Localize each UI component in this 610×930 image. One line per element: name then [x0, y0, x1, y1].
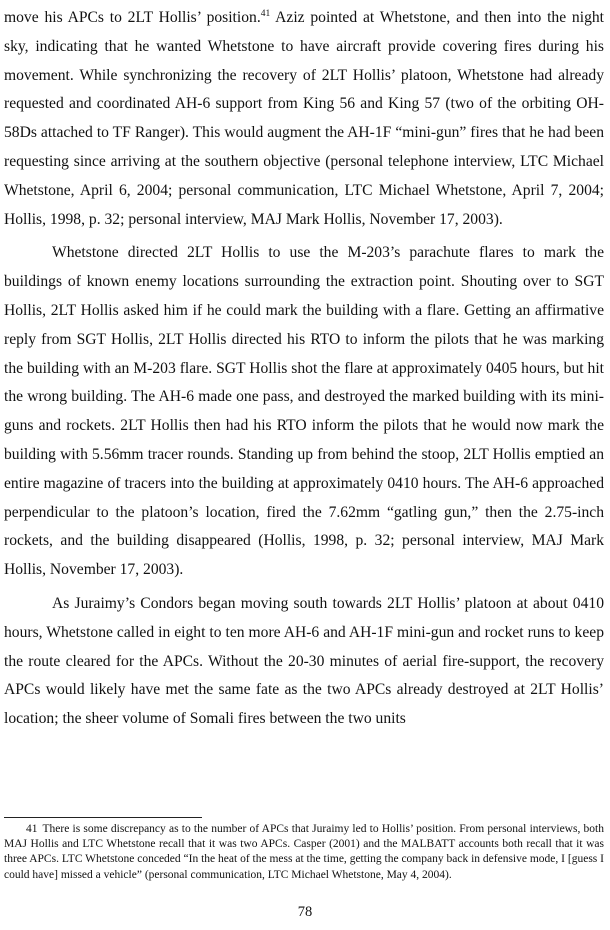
page-body [4, 4, 604, 734]
footnote-41 [4, 822, 604, 883]
paragraph-1 [4, 4, 604, 234]
paragraph-2: Whetstone directed 2LT Hollis to use the M-203’s parachute flares to mark the buildings of known enemy locations surrounding the extraction point. Shouting over to SGT Hollis, 2LT Hollis asked him if he could mark the building with a flare. Getting an affirmative reply from SGT Hollis, 2LT Hollis directed his RTO to inform the pilots that he was marking the building with an M-203 flare. SGT Hollis shot the flare at approximately 0405 hours, but hit the wrong building. The AH-6 made one pass, and destroyed the marked building with its mini-guns and rockets. 2LT Hollis then had his RTO inform the pilots that he would now mark the building with 5.56mm tracer rounds. Standing up from behind the stoop, 2LT Hollis emptied an entire magazine of tracers into the building at approximately 0410 hours. The AH-6 approached perpendicular to the platoon’s location, fired the 7.62mm “gatling gun,” then the 2.75-inch rockets, and the building disappeared (Hollis, 1998, p. 32; personal interview, MAJ Mark Hollis, November 17, 2003). [4, 244, 604, 579]
footnote-separator [4, 817, 202, 818]
paragraph-3: As Juraimy’s Condors began moving south towards 2LT Hollis’ platoon at about 0410 hours, Whetstone called in eight to ten more AH-6 and AH-1F mini-gun and rocket runs to keep the route cleared for the APCs. Without the 20-30 minutes of aerial fire-support, the recovery APCs would likely have met the same fate as the two APCs already destroyed at 2LT Hollis’ location; the sheer volume of Somali fires between the two units [4, 594, 604, 728]
footnote-marker: 41 [26, 823, 38, 835]
footnote-text: There is some discrepancy as to the number of APCs that Juraimy led to Hollis’ position. From personal interviews, both MAJ Hollis and LTC Whetstone recall that it was two APCs. Casper (2001) and the MALBATT accounts both recall that it was three APCs. LTC Whetstone conceded “In the heat of the mess at the time, getting the company back in defensive mode, I [guess I could have] missed a vehicle” (personal communication, LTC Michael Whetstone, May 4, 2004). [4, 823, 604, 881]
page-number: 78 [297, 904, 313, 920]
footnote-reference-41[interactable]: 41 [260, 9, 271, 19]
paragraph-1-text-start: move his APCs to 2LT Hollis’ position. [4, 9, 261, 26]
paragraph-1-text-end: Aziz pointed at Whetstone, and then into the night sky, indicating that he wanted Whetstone to have aircraft provide covering fires during his movement. While synchronizing the recovery of 2LT Hollis’ platoon, Whetstone had already requested and coordinated AH-6 support from King 56 and King 57 (two of the orbiting OH-58Ds attached to TF Ranger). This would augment the AH-1F “mini-gun” fires that he had been requesting since arriving at the southern objective (personal telephone interview, LTC Michael Whetstone, April 6, 2004; personal communication, LTC Michael Whetstone, April 7, 2004; Hollis, 1998, p. 32; personal interview, MAJ Mark Hollis, November 17, 2003). [4, 9, 604, 228]
